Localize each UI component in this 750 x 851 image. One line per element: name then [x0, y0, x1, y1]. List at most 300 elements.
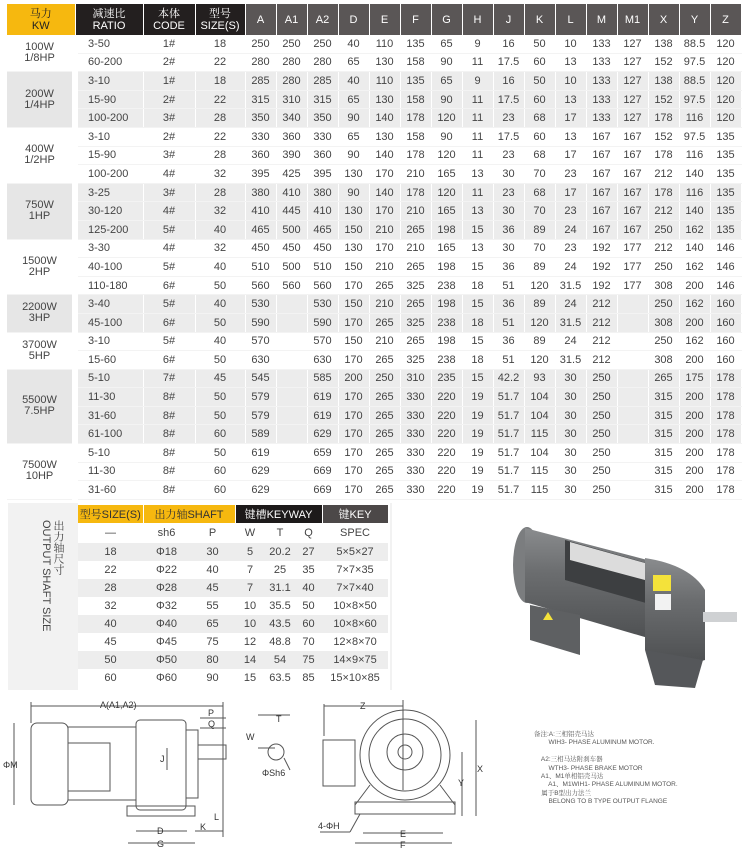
value-cell: 150 [338, 295, 369, 314]
value-cell: 178 [648, 109, 679, 128]
note-line: WTH3- PHASE BRAKE MOTOR [534, 764, 643, 772]
value-cell [276, 332, 307, 351]
column-header [7, 4, 75, 35]
value-cell: 200 [679, 276, 710, 295]
value-cell: 210 [369, 258, 400, 277]
value-cell: 97.5 [679, 127, 710, 146]
label-f: F [400, 840, 406, 850]
label-h: 4-ΦH [318, 821, 340, 831]
value-cell: 120 [710, 109, 741, 128]
shaft-group-header: 出力轴SHAFT [143, 505, 235, 523]
shaft-row [78, 651, 388, 669]
value-cell [276, 462, 307, 481]
value-cell: 127 [617, 35, 648, 53]
column-header [586, 4, 617, 35]
value-cell: 162 [679, 295, 710, 314]
shaft-cell: 35 [302, 564, 315, 576]
value-cell: 31.5 [555, 276, 586, 295]
value-cell [276, 295, 307, 314]
value-cell: 465 [307, 220, 338, 239]
value-cell: 280 [276, 72, 307, 91]
value-cell: 40 [338, 35, 369, 53]
value-cell: 116 [679, 109, 710, 128]
value-cell: 17.5 [493, 90, 524, 109]
power-hp: 1/4HP [24, 98, 55, 111]
column-header-en: G [442, 13, 451, 26]
value-cell: 310 [276, 90, 307, 109]
value-cell: 265 [369, 388, 400, 407]
shaft-cell: Φ50 [143, 651, 190, 669]
value-cell: 175 [679, 369, 710, 388]
value-cell: 265 [369, 313, 400, 332]
shaft-cell: 85 [302, 672, 315, 684]
value-cell: 167 [617, 127, 648, 146]
note-line: BELONG TO B TYPE OUTPUT FLANGE [534, 798, 668, 806]
value-cell: 395 [245, 165, 276, 184]
value-cell: 560 [276, 276, 307, 295]
value-cell: 11 [462, 90, 493, 109]
value-cell: 13 [462, 165, 493, 184]
table-row [7, 425, 741, 444]
value-cell: 18 [195, 35, 245, 53]
ratio-cell: 3-30 [75, 239, 143, 258]
dimension-table [7, 4, 742, 500]
value-cell: 630 [245, 351, 276, 370]
power-cell [7, 332, 75, 369]
value-cell: 659 [307, 444, 338, 463]
value-cell: 380 [307, 183, 338, 202]
shaft-cell: 14×9×75 [322, 651, 388, 669]
value-cell: 130 [369, 90, 400, 109]
column-header-en: A [256, 13, 265, 26]
value-cell: 8# [143, 425, 195, 444]
value-cell [276, 406, 307, 425]
value-cell: 5# [143, 258, 195, 277]
ratio-cell: 3-10 [75, 332, 143, 351]
table-row [7, 481, 741, 500]
label-d: D [157, 826, 164, 836]
value-cell: 40 [195, 220, 245, 239]
value-cell: 130 [338, 202, 369, 221]
power-watts: 200W [25, 87, 54, 100]
value-cell: 212 [586, 295, 617, 314]
table-row [7, 220, 741, 239]
power-watts: 2200W [22, 301, 57, 314]
value-cell: 11 [462, 109, 493, 128]
note-line [534, 748, 678, 756]
table-row [7, 369, 741, 388]
shaft-cell: 7×7×40 [322, 579, 388, 597]
value-cell: 30 [493, 165, 524, 184]
label-j: J [160, 754, 165, 764]
table-row [7, 146, 741, 165]
value-cell [617, 351, 648, 370]
value-cell [617, 462, 648, 481]
shaft-cell: 10 [235, 615, 265, 633]
power-watts: 100W [25, 41, 54, 54]
column-header [307, 4, 338, 35]
shaft-row [78, 597, 388, 615]
column-header-en: H [473, 13, 482, 26]
column-header-en: Y [690, 13, 699, 26]
value-cell: 13 [462, 239, 493, 258]
value-cell: 265 [369, 425, 400, 444]
value-cell: 135 [710, 220, 741, 239]
column-header [493, 4, 524, 35]
notes [534, 731, 678, 807]
value-cell: 200 [679, 313, 710, 332]
column-header [555, 4, 586, 35]
shaft-cell: 7 [235, 579, 265, 597]
value-cell: 669 [307, 462, 338, 481]
value-cell: 178 [400, 183, 431, 202]
value-cell: 104 [524, 388, 555, 407]
value-cell: 17.5 [493, 53, 524, 72]
value-cell: 170 [338, 425, 369, 444]
side-view-drawing [14, 702, 290, 843]
value-cell: 17 [555, 183, 586, 202]
value-cell: 36 [493, 258, 524, 277]
value-cell: 10 [555, 35, 586, 53]
value-cell: 265 [369, 276, 400, 295]
value-cell: 170 [369, 202, 400, 221]
value-cell: 90 [338, 109, 369, 128]
value-cell: 629 [307, 425, 338, 444]
value-cell: 4# [143, 165, 195, 184]
value-cell: 133 [586, 35, 617, 53]
value-cell: 167 [586, 165, 617, 184]
shaft-cell: 12×8×70 [333, 636, 377, 648]
value-cell: 160 [710, 295, 741, 314]
value-cell: 65 [431, 35, 462, 53]
value-cell: 165 [431, 165, 462, 184]
value-cell: 308 [648, 351, 679, 370]
power-watts: 1500W [22, 254, 57, 267]
column-header [75, 4, 143, 35]
value-cell: 28 [195, 109, 245, 128]
value-cell: 135 [400, 72, 431, 91]
value-cell: 167 [586, 127, 617, 146]
power-cell [7, 369, 75, 443]
value-cell [617, 332, 648, 351]
value-cell: 212 [648, 165, 679, 184]
value-cell: 250 [586, 406, 617, 425]
power-watts: 400W [25, 143, 54, 156]
value-cell: 120 [524, 351, 555, 370]
value-cell: 465 [245, 220, 276, 239]
shaft-subheader-row [78, 523, 388, 543]
table-row [7, 109, 741, 128]
value-cell: 11 [462, 183, 493, 202]
value-cell: 330 [400, 462, 431, 481]
value-cell: 89 [524, 332, 555, 351]
table-row [7, 276, 741, 295]
value-cell [617, 444, 648, 463]
note-line: WIH3- PHASE ALUMINUM MOTOR. [534, 739, 655, 747]
value-cell: 13 [555, 53, 586, 72]
shaft-subheader: P [208, 527, 217, 539]
value-cell: 50 [195, 276, 245, 295]
value-cell: 330 [400, 425, 431, 444]
shaft-cell: 63.5 [269, 672, 291, 684]
value-cell: 425 [276, 165, 307, 184]
shaft-cell: 50 [78, 651, 143, 669]
value-cell: 11 [462, 53, 493, 72]
table-row [7, 35, 741, 53]
value-cell: 60 [524, 53, 555, 72]
table-row [7, 388, 741, 407]
value-cell: 330 [400, 444, 431, 463]
value-cell: 200 [679, 462, 710, 481]
value-cell: 140 [369, 183, 400, 202]
value-cell: 50 [195, 313, 245, 332]
value-cell: 510 [307, 258, 338, 277]
value-cell: 30 [555, 406, 586, 425]
value-cell: 165 [431, 239, 462, 258]
value-cell: 2# [143, 53, 195, 72]
ratio-cell: 60-200 [75, 53, 143, 72]
value-cell: 133 [586, 109, 617, 128]
value-cell: 350 [245, 109, 276, 128]
column-header [195, 4, 245, 35]
column-header-en: J [505, 13, 512, 26]
value-cell: 162 [679, 332, 710, 351]
value-cell: 570 [245, 332, 276, 351]
value-cell: 30 [555, 425, 586, 444]
value-cell: 212 [648, 239, 679, 258]
ratio-cell: 40-100 [75, 258, 143, 277]
value-cell: 165 [431, 202, 462, 221]
shaft-cell: Φ40 [143, 615, 190, 633]
value-cell: 13 [555, 90, 586, 109]
shaft-cell: Φ22 [155, 564, 177, 576]
value-cell: 13 [555, 127, 586, 146]
value-cell: 18 [462, 276, 493, 295]
shaft-cell: 45 [104, 636, 117, 648]
value-cell: 146 [710, 258, 741, 277]
table-row [7, 90, 741, 109]
shaft-cell: 5 [235, 543, 265, 561]
value-cell: 265 [369, 481, 400, 500]
column-header [679, 4, 710, 35]
value-cell: 65 [338, 90, 369, 109]
column-header-en: X [659, 13, 668, 26]
shaft-cell: 90 [206, 672, 219, 684]
value-cell: 116 [679, 146, 710, 165]
shaft-cell: 54 [265, 651, 295, 669]
value-cell: 178 [710, 369, 741, 388]
side-label-en: OUTPUT SHAFT SIZE [40, 520, 52, 632]
label-q: Q [208, 719, 216, 729]
table-row [7, 202, 741, 221]
value-cell: 315 [648, 425, 679, 444]
value-cell: 115 [524, 462, 555, 481]
value-cell: 178 [710, 425, 741, 444]
value-cell: 167 [617, 220, 648, 239]
column-header-en: A1 [284, 13, 299, 26]
column-header-en: KW [31, 19, 50, 32]
power-cell [7, 295, 75, 332]
value-cell: 167 [617, 146, 648, 165]
value-cell: 22 [195, 127, 245, 146]
value-cell: 280 [307, 53, 338, 72]
value-cell: 360 [245, 146, 276, 165]
shaft-cell: Φ60 [155, 672, 177, 684]
value-cell: 9 [462, 35, 493, 53]
value-cell: 30 [555, 462, 586, 481]
value-cell: 90 [431, 127, 462, 146]
value-cell: 212 [586, 332, 617, 351]
value-cell: 170 [338, 313, 369, 332]
value-cell: 178 [648, 146, 679, 165]
dimension-drawings [0, 690, 520, 851]
note-line: A2:三相马达附刹车器 [534, 756, 603, 764]
label-l: L [214, 812, 220, 822]
column-header-en: A2 [315, 13, 330, 26]
table-row [7, 351, 741, 370]
value-cell: 40 [195, 332, 245, 351]
value-cell: 50 [524, 72, 555, 91]
shaft-cell: 10×8×50 [333, 600, 377, 612]
value-cell: 10 [555, 72, 586, 91]
value-cell: 30 [555, 481, 586, 500]
value-cell: 23 [493, 183, 524, 202]
value-cell: 19 [462, 462, 493, 481]
ratio-cell: 3-25 [75, 183, 143, 202]
value-cell: 360 [307, 146, 338, 165]
value-cell: 560 [307, 276, 338, 295]
value-cell: 220 [431, 425, 462, 444]
table-row [7, 72, 741, 91]
value-cell: 140 [679, 202, 710, 221]
label-w: W [246, 732, 255, 742]
value-cell: 160 [710, 351, 741, 370]
power-hp: 3HP [28, 312, 51, 325]
value-cell: 530 [307, 295, 338, 314]
value-cell: 60 [195, 425, 245, 444]
value-cell: 11 [462, 127, 493, 146]
value-cell: 32 [195, 202, 245, 221]
gear-motor-photo [505, 510, 737, 702]
value-cell: 120 [710, 53, 741, 72]
value-cell: 315 [245, 90, 276, 109]
value-cell: 16 [493, 35, 524, 53]
value-cell: 15 [462, 220, 493, 239]
ratio-cell: 15-90 [75, 146, 143, 165]
ratio-cell: 31-60 [75, 406, 143, 425]
value-cell: 15 [462, 369, 493, 388]
value-cell: 140 [679, 165, 710, 184]
shaft-table-group-header [78, 505, 388, 523]
label-y: Y [458, 778, 465, 788]
shaft-cell: 40 [78, 615, 143, 633]
value-cell: 315 [648, 444, 679, 463]
power-watts: 5500W [22, 394, 57, 407]
value-cell: 325 [400, 313, 431, 332]
value-cell: 140 [679, 239, 710, 258]
value-cell: 40 [338, 72, 369, 91]
value-cell: 70 [524, 239, 555, 258]
value-cell: 380 [245, 183, 276, 202]
column-header [338, 4, 369, 35]
value-cell: 210 [400, 165, 431, 184]
label-sh6: ΦSh6 [262, 768, 286, 778]
column-header [431, 4, 462, 35]
value-cell: 97.5 [679, 90, 710, 109]
value-cell: 238 [431, 276, 462, 295]
table-row [7, 258, 741, 277]
label-x: X [477, 764, 484, 774]
value-cell: 68 [524, 183, 555, 202]
shaft-cell: 20.2 [265, 543, 295, 561]
shaft-cell: Φ18 [143, 543, 190, 561]
value-cell: 28 [195, 183, 245, 202]
value-cell: 24 [555, 258, 586, 277]
value-cell: 330 [400, 481, 431, 500]
value-cell: 590 [245, 313, 276, 332]
column-header-en: SIZE(S) [200, 19, 240, 32]
value-cell: 350 [307, 109, 338, 128]
table-row [7, 183, 741, 202]
value-cell: 162 [679, 258, 710, 277]
note-line: A1、M1单相铝壳马达 [534, 773, 604, 781]
value-cell: 238 [431, 351, 462, 370]
value-cell: 178 [710, 444, 741, 463]
shaft-cell: Φ45 [155, 636, 177, 648]
value-cell: 120 [710, 35, 741, 53]
value-cell: 88.5 [679, 72, 710, 91]
value-cell: 51.7 [493, 481, 524, 500]
value-cell: 167 [617, 165, 648, 184]
value-cell: 133 [586, 72, 617, 91]
value-cell: 340 [276, 109, 307, 128]
shaft-cell: Φ32 [155, 600, 177, 612]
note-line: 属于B型出力法兰 [534, 789, 592, 797]
value-cell: 23 [555, 239, 586, 258]
power-hp: 2HP [28, 265, 51, 278]
value-cell: 3# [143, 146, 195, 165]
value-cell: 16 [493, 72, 524, 91]
value-cell: 60 [524, 127, 555, 146]
power-cell [7, 444, 75, 500]
value-cell: 60 [195, 462, 245, 481]
value-cell: 170 [338, 481, 369, 500]
value-cell: 146 [710, 276, 741, 295]
value-cell: 250 [369, 369, 400, 388]
output-shaft-table [78, 505, 389, 687]
column-header-en: D [349, 13, 358, 26]
value-cell: 70 [524, 165, 555, 184]
value-cell: 17 [555, 146, 586, 165]
ratio-cell: 3-40 [75, 295, 143, 314]
value-cell: 45 [195, 369, 245, 388]
value-cell: 152 [648, 90, 679, 109]
shaft-cell: 60 [104, 672, 117, 684]
value-cell: 450 [245, 239, 276, 258]
column-header-cn: 减速比 [92, 7, 126, 20]
ratio-cell: 30-120 [75, 202, 143, 221]
value-cell: 589 [245, 425, 276, 444]
value-cell: 24 [555, 295, 586, 314]
value-cell: 192 [586, 239, 617, 258]
value-cell: 200 [679, 351, 710, 370]
value-cell: 19 [462, 406, 493, 425]
value-cell: 90 [338, 183, 369, 202]
value-cell: 220 [431, 406, 462, 425]
label-g: G [157, 839, 165, 849]
value-cell: 579 [245, 388, 276, 407]
value-cell [276, 369, 307, 388]
